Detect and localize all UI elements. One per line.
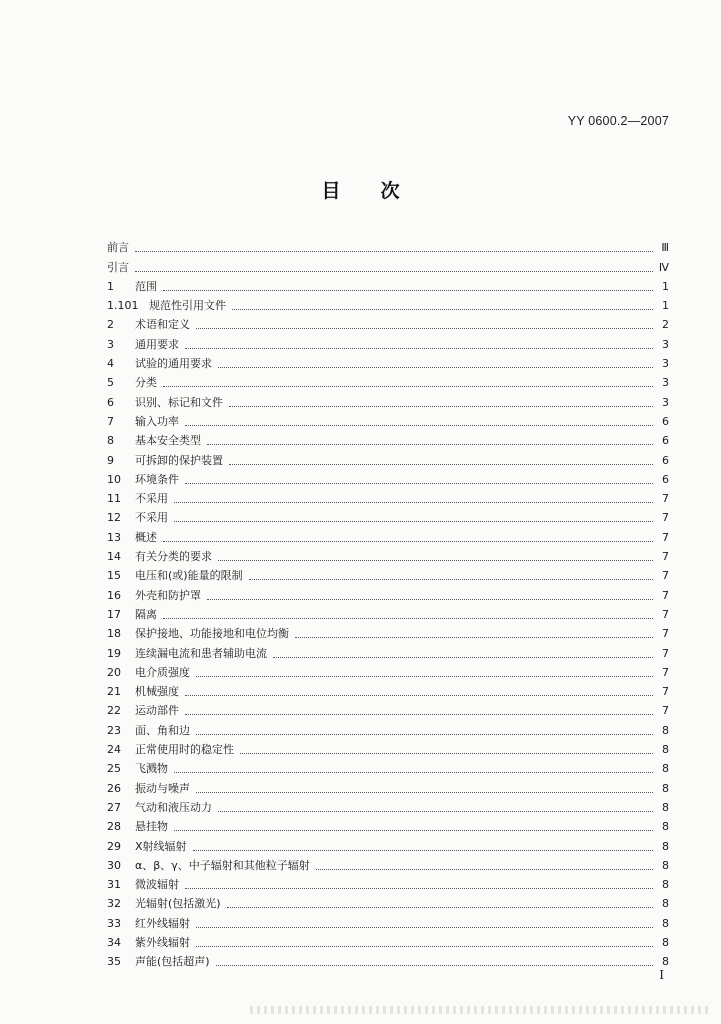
toc-entry-label: 红外线辐射: [135, 916, 190, 930]
toc-entry-label: 飞溅物: [135, 762, 168, 776]
toc-entry-label: 规范性引用文件: [149, 299, 226, 313]
toc-entry-page: 8: [662, 897, 669, 911]
toc-dot-leader: [196, 927, 653, 928]
toc-entry-number: 28: [107, 820, 121, 834]
toc-entry[interactable]: [107, 412, 669, 431]
toc-entry-label: 有关分类的要求: [135, 550, 212, 564]
toc-entry-label: 试验的通用要求: [135, 357, 212, 371]
toc-entry-label: 前言: [107, 241, 129, 255]
toc-entry-page: Ⅳ: [658, 260, 669, 274]
toc-entry-label: 运动部件: [135, 704, 179, 718]
toc-entry-page: 2: [662, 318, 669, 332]
toc-entry-number: 3: [107, 337, 114, 351]
toc-entry[interactable]: [107, 798, 669, 817]
toc-entry[interactable]: [107, 933, 669, 952]
toc-entry-label: 电压和(或)能量的限制: [135, 569, 243, 583]
toc-entry-page: 8: [662, 839, 669, 853]
toc-entry[interactable]: [107, 277, 669, 296]
standard-number: YY 0600.2—2007: [567, 114, 669, 128]
toc-entry-page: 7: [662, 646, 669, 660]
toc-entry[interactable]: [107, 624, 669, 643]
toc-entry-label: X射线辐射: [135, 839, 187, 853]
toc-dot-leader: [229, 406, 653, 407]
toc-entry-label: 正常使用时的稳定性: [135, 743, 234, 757]
toc-entry[interactable]: [107, 817, 669, 836]
toc-entry-page: 7: [662, 492, 669, 506]
toc-entry-page: 8: [662, 878, 669, 892]
toc-entry[interactable]: [107, 354, 669, 373]
toc-dot-leader: [185, 695, 653, 696]
toc-entry-page: Ⅲ: [661, 241, 669, 255]
toc-dot-leader: [229, 464, 653, 465]
toc-entry-number: 30: [107, 858, 121, 872]
toc-dot-leader: [227, 907, 653, 908]
toc-entry-page: 6: [662, 414, 669, 428]
toc-entry-number: 19: [107, 646, 121, 660]
toc-entry-label: 电介质强度: [135, 665, 190, 679]
title-char-1: 目: [321, 180, 341, 202]
toc-entry-number: 4: [107, 357, 114, 371]
toc-entry-label: 外壳和防护罩: [135, 588, 201, 602]
toc-entry-page: 8: [662, 858, 669, 872]
toc-entry-label: 声能(包括超声): [135, 955, 210, 969]
toc-dot-leader: [196, 676, 653, 677]
toc-entry-page: 8: [662, 820, 669, 834]
toc-entry[interactable]: [107, 334, 669, 353]
toc-entry-number: 11: [107, 492, 121, 506]
toc-entry[interactable]: [107, 663, 669, 682]
toc-entry-page: 7: [662, 588, 669, 602]
toc-entry-label: 基本安全类型: [135, 434, 201, 448]
toc-entry[interactable]: [107, 894, 669, 913]
toc-entry-page: 6: [662, 434, 669, 448]
toc-entry-page: 1: [662, 299, 669, 313]
toc-entry-number: 24: [107, 743, 121, 757]
toc-entry-page: 8: [662, 916, 669, 930]
toc-entry-page: 3: [662, 337, 669, 351]
toc-entry-label: 微波辐射: [135, 878, 179, 892]
toc-entry-label: 范围: [135, 279, 157, 293]
toc-entry-label: 概述: [135, 530, 157, 544]
title-char-2: 次: [380, 180, 400, 202]
toc-entry-number: 8: [107, 434, 114, 448]
toc-entry-number: 13: [107, 530, 121, 544]
toc-entry-label: 隔离: [135, 607, 157, 621]
toc-entry-page: 7: [662, 704, 669, 718]
toc-entry[interactable]: [107, 373, 669, 392]
toc-entry-label: 环境条件: [135, 472, 179, 486]
toc-dot-leader: [207, 444, 653, 445]
toc-dot-leader: [185, 714, 653, 715]
toc-entry-number: 25: [107, 762, 121, 776]
toc-entry[interactable]: [107, 489, 669, 508]
toc-entry[interactable]: [107, 585, 669, 604]
toc-entry[interactable]: [107, 875, 669, 894]
toc-entry-page: 8: [662, 955, 669, 969]
toc-entry-number: 26: [107, 781, 121, 795]
toc-entry-number: 22: [107, 704, 121, 718]
toc-entry-page: 6: [662, 453, 669, 467]
toc-entry-page: 8: [662, 743, 669, 757]
toc-entry[interactable]: [107, 740, 669, 759]
toc-entry-page: 7: [662, 569, 669, 583]
toc-dot-leader: [218, 811, 653, 812]
toc-entry-number: 10: [107, 472, 121, 486]
toc-entry-number: 33: [107, 916, 121, 930]
toc-entry-label: 光辐射(包括激光): [135, 897, 221, 911]
toc-entry-label: 分类: [135, 376, 157, 390]
toc-entry-number: 12: [107, 511, 121, 525]
toc-entry-page: 7: [662, 511, 669, 525]
toc-entry[interactable]: [107, 720, 669, 739]
toc-entry[interactable]: [107, 605, 669, 624]
toc-entry-page: 7: [662, 665, 669, 679]
toc-entry[interactable]: [107, 257, 669, 276]
toc-dot-leader: [174, 830, 653, 831]
toc-entry-number: 29: [107, 839, 121, 853]
toc-entry-label: 术语和定义: [135, 318, 190, 332]
toc-dot-leader: [163, 386, 653, 387]
toc-dot-leader: [218, 367, 653, 368]
toc-dot-leader: [216, 965, 653, 966]
toc-entry[interactable]: [107, 778, 669, 797]
toc-entry-label: 不采用: [135, 511, 168, 525]
toc-entry-page: 7: [662, 550, 669, 564]
toc-dot-leader: [193, 850, 653, 851]
toc-dot-leader: [249, 579, 653, 580]
toc-dot-leader: [240, 753, 653, 754]
toc-entry-page: 8: [662, 781, 669, 795]
toc-dot-leader: [232, 309, 653, 310]
toc-entry[interactable]: [107, 701, 669, 720]
toc-dot-leader: [135, 271, 653, 272]
page-number: I: [659, 968, 664, 982]
toc-entry-page: 7: [662, 530, 669, 544]
toc-entry-label: 引言: [107, 260, 129, 274]
toc-dot-leader: [273, 657, 653, 658]
toc-entry-number: 9: [107, 453, 114, 467]
toc-dot-leader: [218, 560, 653, 561]
toc-entry-label: 可拆卸的保护装置: [135, 453, 223, 467]
toc-entry-page: 8: [662, 935, 669, 949]
toc-entry-page: 6: [662, 472, 669, 486]
toc-entry[interactable]: [107, 836, 669, 855]
toc-entry-label: 面、角和边: [135, 723, 190, 737]
toc-entry-number: 20: [107, 665, 121, 679]
toc-entry-label: 悬挂物: [135, 820, 168, 834]
toc-entry-number: 31: [107, 878, 121, 892]
toc-entry-label: 振动与噪声: [135, 781, 190, 795]
toc-entry-number: 14: [107, 550, 121, 564]
toc-dot-leader: [316, 869, 653, 870]
toc-entry-label: 不采用: [135, 492, 168, 506]
toc-entry-label: 识别、标记和文件: [135, 395, 223, 409]
toc-entry-label: 通用要求: [135, 337, 179, 351]
toc-dot-leader: [163, 618, 653, 619]
toc-dot-leader: [185, 888, 653, 889]
toc-entry[interactable]: [107, 296, 669, 315]
toc-entry-label: 连续漏电流和患者辅助电流: [135, 646, 267, 660]
toc-dot-leader: [163, 290, 653, 291]
toc-entry-number: 23: [107, 723, 121, 737]
toc-dot-leader: [174, 772, 653, 773]
toc-entry-number: 2: [107, 318, 114, 332]
toc-entry-number: 5: [107, 376, 114, 390]
toc-entry-number: 15: [107, 569, 121, 583]
toc-entry-number: 16: [107, 588, 121, 602]
toc-dot-leader: [196, 734, 653, 735]
toc-entry-page: 7: [662, 607, 669, 621]
toc-entry-page: 1: [662, 279, 669, 293]
toc-entry[interactable]: [107, 643, 669, 662]
toc-entry-page: 8: [662, 762, 669, 776]
toc-entry-label: α、β、γ、中子辐射和其他粒子辐射: [135, 858, 310, 872]
toc-entry-label: 气动和液压动力: [135, 800, 212, 814]
toc-entry[interactable]: [107, 913, 669, 932]
toc-entry-number: 35: [107, 955, 121, 969]
toc-entry-label: 机械强度: [135, 685, 179, 699]
toc-entry-label: 输入功率: [135, 414, 179, 428]
toc-entry-page: 3: [662, 376, 669, 390]
toc-entry[interactable]: [107, 392, 669, 411]
toc-dot-leader: [295, 637, 653, 638]
toc-entry-page: 8: [662, 723, 669, 737]
toc-entry-page: 7: [662, 685, 669, 699]
toc-dot-leader: [163, 541, 653, 542]
toc-entry-page: 8: [662, 800, 669, 814]
toc-dot-leader: [174, 521, 653, 522]
toc-dot-leader: [174, 502, 653, 503]
toc-dot-leader: [196, 328, 653, 329]
page-title: [0, 176, 721, 203]
toc-entry[interactable]: [107, 470, 669, 489]
toc-entry-number: 34: [107, 935, 121, 949]
toc-entry-number: 18: [107, 627, 121, 641]
toc-dot-leader: [185, 425, 653, 426]
toc-dot-leader: [135, 251, 653, 252]
table-of-contents: [107, 238, 669, 971]
toc-dot-leader: [196, 792, 653, 793]
toc-entry[interactable]: [107, 238, 669, 257]
toc-entry[interactable]: [107, 431, 669, 450]
toc-dot-leader: [196, 946, 653, 947]
scan-artifact: [250, 1006, 710, 1014]
toc-entry[interactable]: [107, 315, 669, 334]
toc-entry-number: 6: [107, 395, 114, 409]
toc-entry-number: 21: [107, 685, 121, 699]
toc-entry-number: 27: [107, 800, 121, 814]
toc-entry[interactable]: [107, 566, 669, 585]
toc-entry-number: 17: [107, 607, 121, 621]
toc-entry-number: 7: [107, 414, 114, 428]
toc-dot-leader: [207, 599, 653, 600]
toc-entry-page: 3: [662, 357, 669, 371]
toc-entry[interactable]: [107, 856, 669, 875]
toc-dot-leader: [185, 483, 653, 484]
toc-entry-page: 3: [662, 395, 669, 409]
toc-entry[interactable]: [107, 952, 669, 971]
toc-entry-number: 1.101: [107, 299, 139, 313]
toc-dot-leader: [185, 348, 653, 349]
toc-entry[interactable]: [107, 527, 669, 546]
toc-entry[interactable]: [107, 508, 669, 527]
toc-entry-number: 32: [107, 897, 121, 911]
toc-entry[interactable]: [107, 682, 669, 701]
toc-entry-page: 7: [662, 627, 669, 641]
toc-entry-label: 保护接地、功能接地和电位均衡: [135, 627, 289, 641]
toc-entry[interactable]: [107, 759, 669, 778]
toc-entry-label: 紫外线辐射: [135, 935, 190, 949]
toc-entry-number: 1: [107, 279, 114, 293]
toc-entry[interactable]: [107, 450, 669, 469]
toc-entry[interactable]: [107, 547, 669, 566]
